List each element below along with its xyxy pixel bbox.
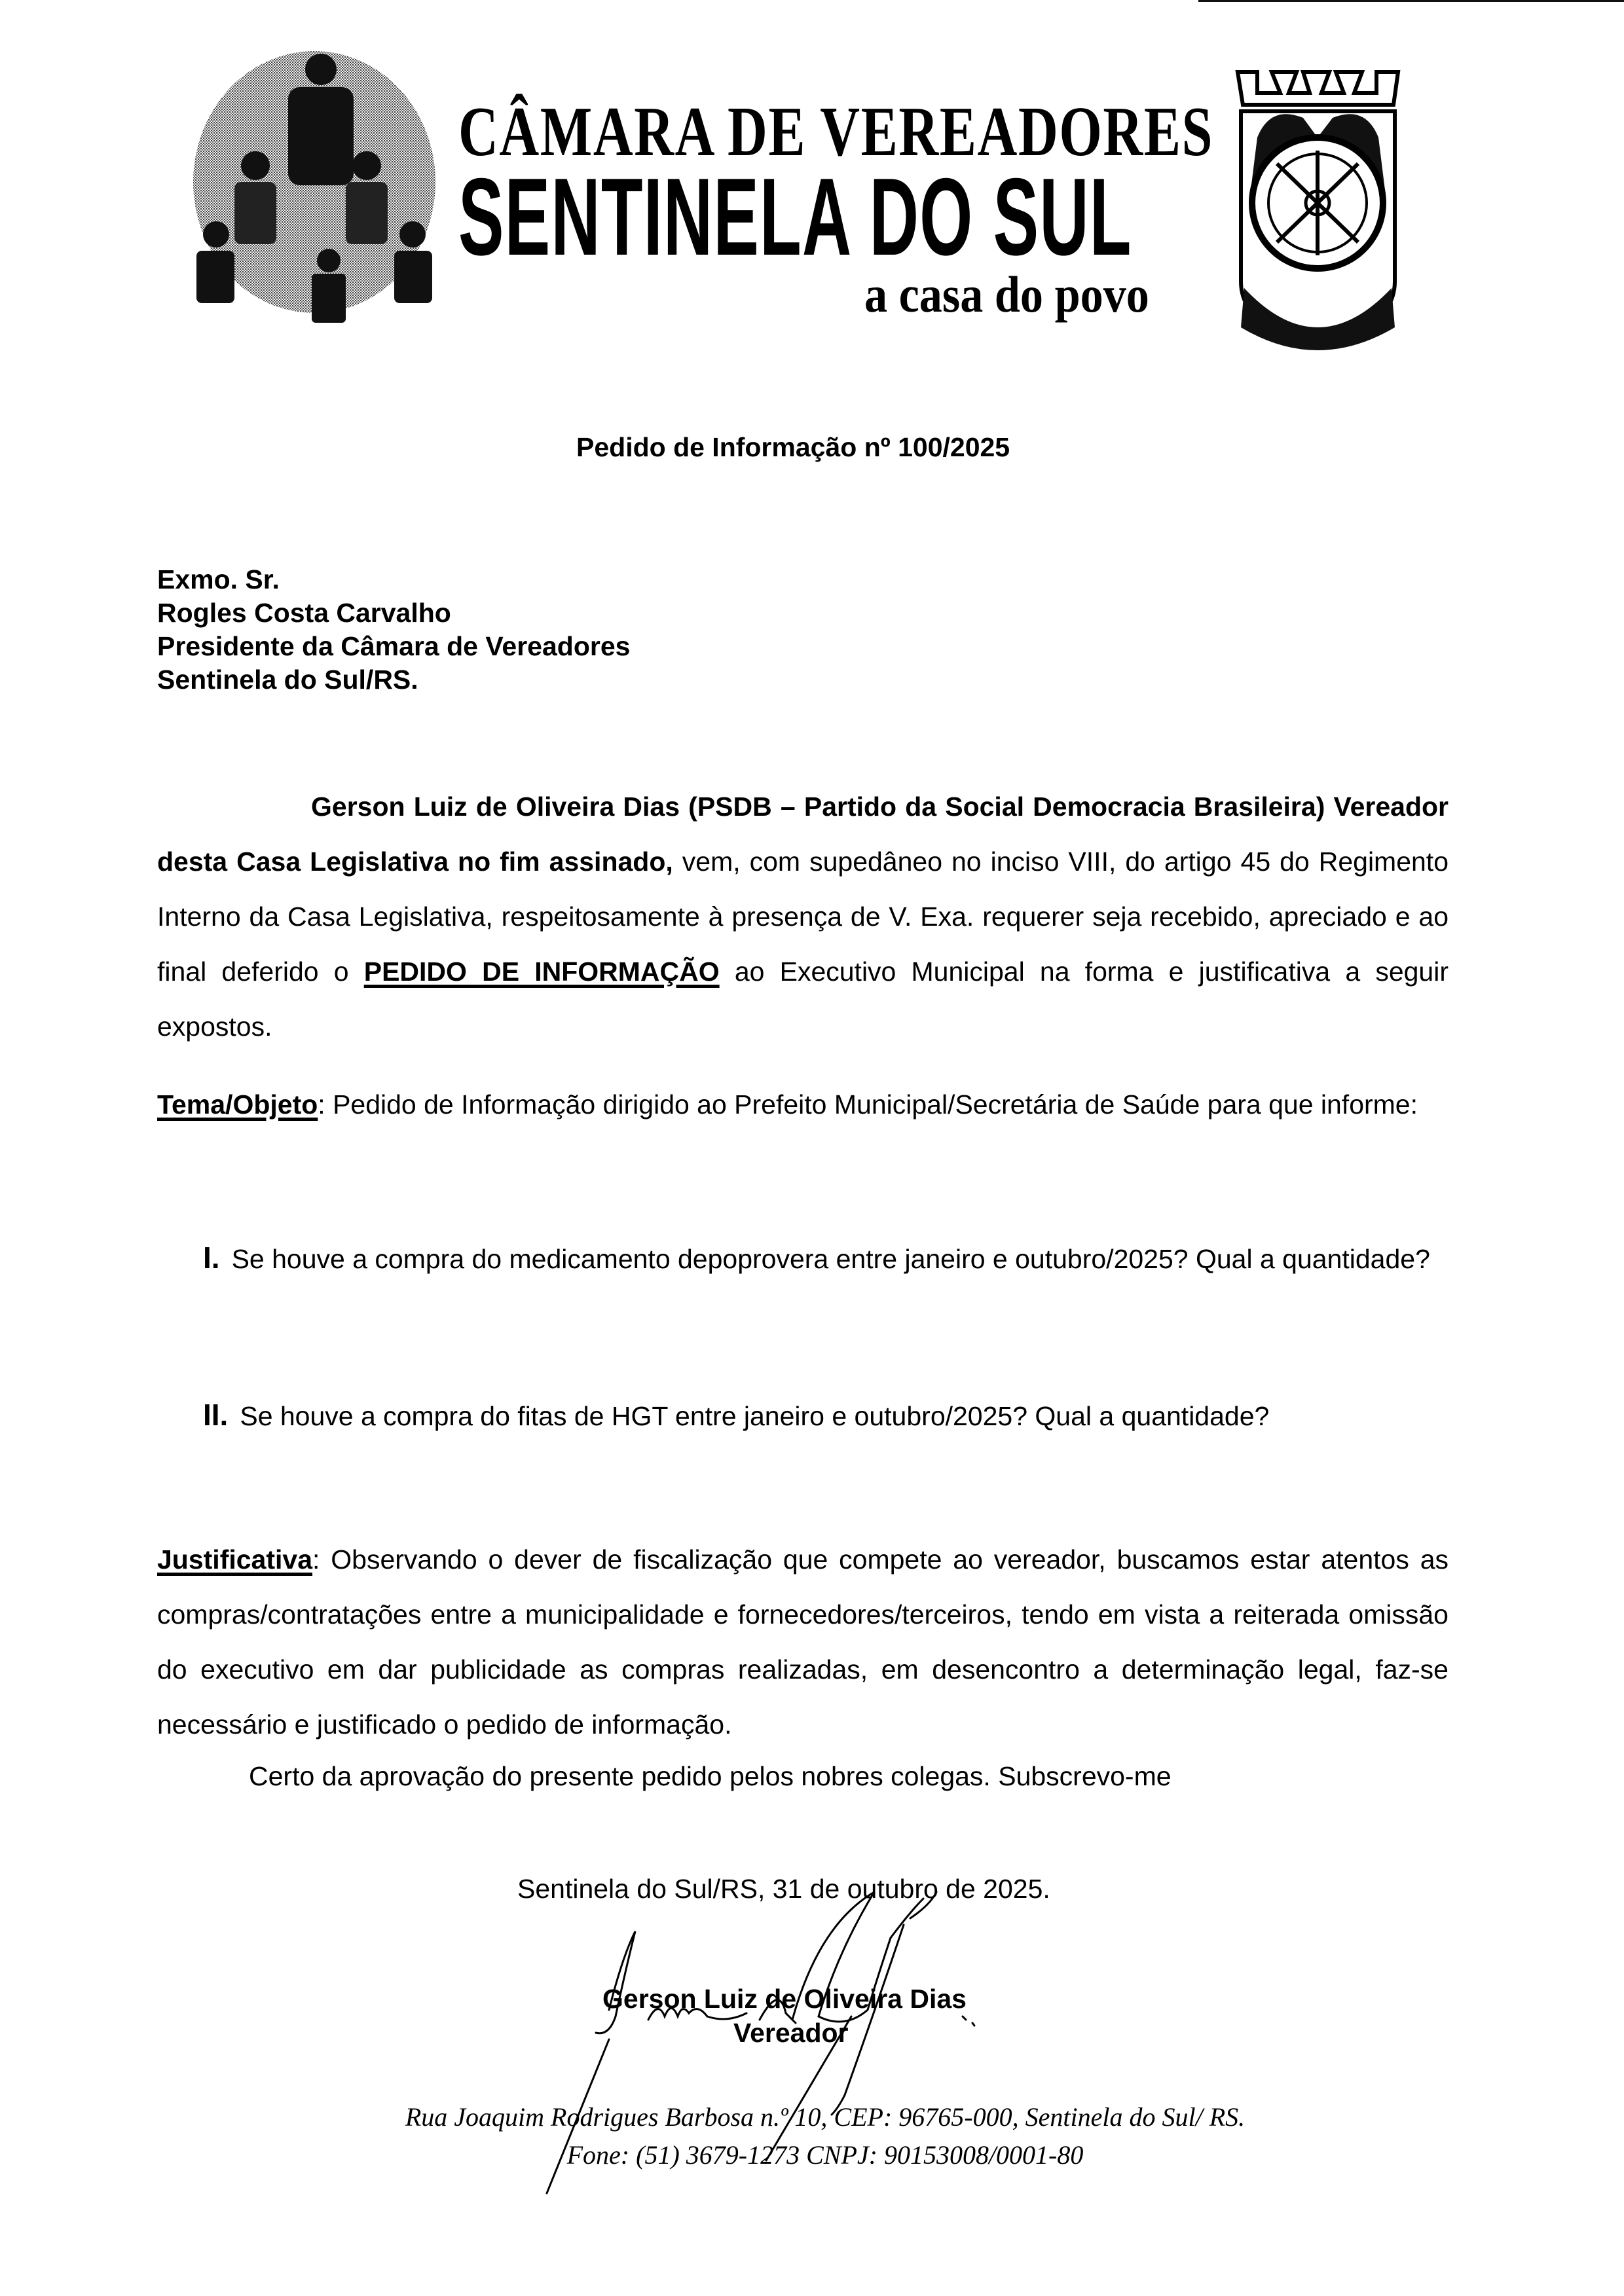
addressee-name: Rogles Costa Carvalho — [157, 598, 451, 628]
signatory-name: Gerson Luiz de Oliveira Dias — [602, 1984, 967, 2014]
justification-label: Justificativa — [157, 1544, 312, 1575]
document-title: Pedido de Informação nº 100/2025 — [576, 432, 1010, 462]
closing-sentence: Certo da aprovação do presente pedido pelos nobres colegas. Subscrevo-me — [249, 1761, 1172, 1791]
institution-tagline: a casa do povo — [864, 266, 1149, 323]
item-numeral: I. — [203, 1241, 220, 1275]
request-type: PEDIDO DE INFORMAÇÃO — [363, 957, 720, 987]
addressee-salutation: Exmo. Sr. — [157, 564, 280, 594]
subject-paragraph — [157, 1077, 1449, 1132]
institution-name-line2: SENTINELA DO SUL — [458, 155, 1132, 278]
institution-name-line1: CÂMARA DE VEREADORES — [458, 93, 1213, 171]
subject-label: Tema/Objeto — [157, 1089, 318, 1120]
subject-text: : Pedido de Informação dirigido ao Prefeito Municipal/Secretária de Saúde para que informe: — [318, 1089, 1418, 1120]
item-text: Se houve a compra do medicamento depoprovera entre janeiro e outubro/2025? Qual a quantidade? — [231, 1244, 1430, 1274]
justification-paragraph — [157, 1532, 1449, 1752]
signatory-role: Vereador — [733, 2018, 849, 2048]
addressee-block — [157, 563, 630, 697]
intro-text-b: ao Executivo Municipal na forma e justificativa a seguir expostos. — [157, 957, 1449, 1042]
people-assembly-logo-icon — [190, 51, 439, 326]
footer-contact: Fone: (51) 3679-1273 CNPJ: 90153008/0001-80 — [566, 2140, 1084, 2170]
intro-paragraph — [157, 779, 1449, 1054]
question-item — [203, 1388, 1449, 1443]
date-line: Sentinela do Sul/RS, 31 de outubro de 2025. — [517, 1874, 1050, 1904]
scan-edge-line — [1198, 0, 1624, 2]
addressee-location: Sentinela do Sul/RS. — [157, 665, 418, 695]
intro-text-a: vem, com supedâneo no inciso VIII, do artigo 45 do Regimento Interno da Casa Legislativa, respeitosamente à presença de V. Exa. requerer seja recebido, apreciado e ao final deferido o — [157, 847, 1449, 987]
author-identification: Gerson Luiz de Oliveira Dias (PSDB – Partido da Social Democracia Brasileira) Vereador desta Casa Legislativa no fim assinado, — [157, 792, 1449, 877]
question-item — [203, 1231, 1449, 1286]
footer-address: Rua Joaquim Rodrigues Barbosa n.º 10, CEP: 96765-000, Sentinela do Sul/ RS. — [405, 2102, 1246, 2132]
addressee-title: Presidente da Câmara de Vereadores — [157, 631, 631, 661]
justification-text: : Observando o dever de fiscalização que compete ao vereador, buscamos estar atentos as compras/contratações entre a municipalidade e fornecedores/terceiros, tendo em vista a reiterada omissão do executivo em dar publicidade as compras realizadas, em desencontro a determinação legal, faz-se necessário e justificado o pedido de informação. — [157, 1544, 1449, 1740]
coat-of-arms-icon — [1231, 65, 1467, 354]
item-numeral: II. — [203, 1398, 229, 1432]
item-text: Se houve a compra do fitas de HGT entre janeiro e outubro/2025? Qual a quantidade? — [240, 1401, 1270, 1431]
